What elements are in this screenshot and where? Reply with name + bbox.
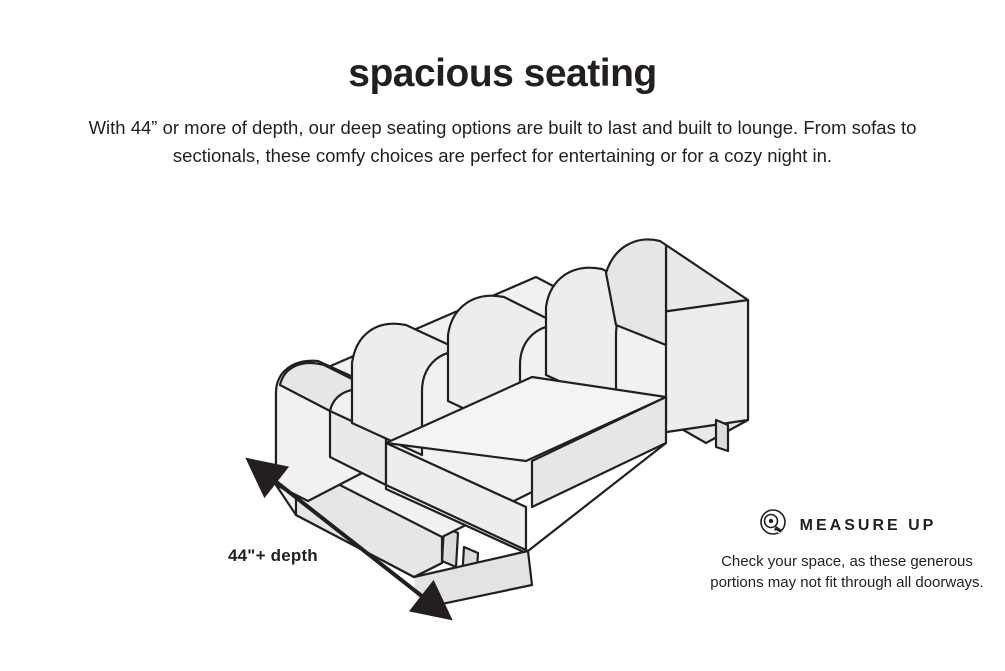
- measure-up-header: [707, 508, 987, 543]
- measure-up-note: Check your space, as these generous portions may not fit through all doorways.: [710, 553, 984, 591]
- depth-label: 44"+ depth: [228, 546, 318, 565]
- description-text: With 44” or more of depth, our deep seating options are built to last and built to lounge. From sofas to sectionals, these comfy choices are perfect for entertaining or for a cozy night in.: [88, 117, 917, 166]
- depth-dimension-arrow: [225, 440, 465, 635]
- page-title: spacious seating: [348, 52, 657, 95]
- measure-up-callout: [707, 508, 987, 593]
- measure-up-title: MEASURE UP: [799, 516, 937, 534]
- tape-measure-icon: [758, 508, 788, 543]
